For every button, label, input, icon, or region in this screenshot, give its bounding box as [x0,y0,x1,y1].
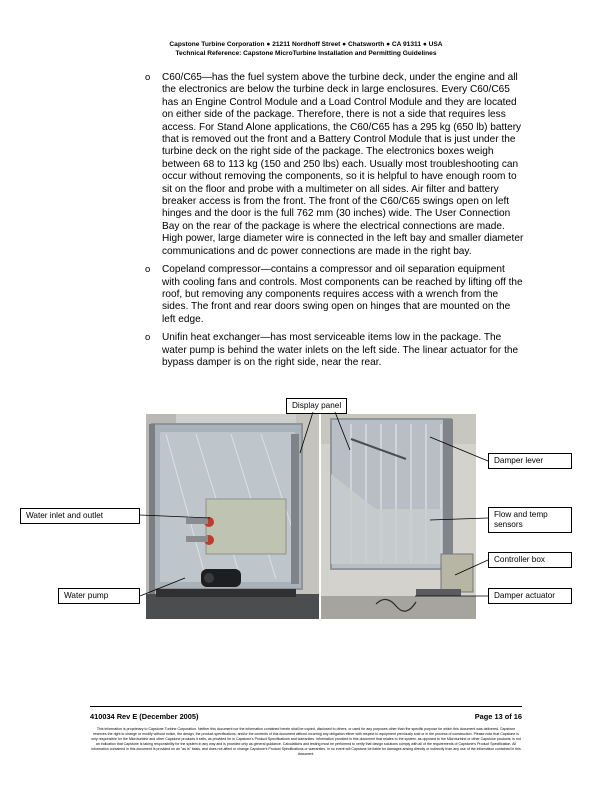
callout-controller-box: Controller box [488,552,572,568]
callout-damper-lever: Damper lever [488,453,572,469]
heat-exchanger-photo-front [146,414,319,619]
bullet-list [145,72,525,375]
callout-water-pump: Water pump [58,588,140,604]
document-revision: 410034 Rev E (December 2005) [90,712,199,721]
callout-water-inlet-outlet: Water inlet and outlet [20,508,140,524]
bullet-text: Copeland compressor—contains a compressor and oil separation equipment with cooling fans and controls. Most components can be reached by lifting off the roof, but removing any components requires access with a wrench from the sides. The front and rear doors swing open on hinges that are mounted on the left edge. [162,264,523,325]
bullet-text: Unifin heat exchanger—has most serviceable items low in the package. The water pump is behind the water inlets on the left side. The linear actuator for the bypass damper is on the right side, near the rear. [162,332,519,368]
heat-exchanger-photo-rear [321,414,476,619]
bullet-unifin-heat-exchanger [145,332,525,369]
page-header [0,40,612,58]
footer-divider [90,706,522,707]
bullet-c60-c65 [145,72,525,258]
bullet-marker: o [145,264,151,276]
header-company-line: Capstone Turbine Corporation ● 21211 Nordhoff Street ● Chatsworth ● CA 91311 ● USA [169,41,443,48]
callout-damper-actuator: Damper actuator [488,588,572,604]
header-reference-line: Technical Reference: Capstone MicroTurbine Installation and Permitting Guidelines [175,50,437,57]
heat-exchanger-figure [146,414,476,619]
bullet-marker: o [145,332,151,344]
bullet-marker: o [145,72,151,83]
heat-exchanger-rear-illustration [321,414,476,619]
page-number: Page 13 of 16 [474,712,522,721]
bullet-text: C60/C65—has the fuel system above the turbine deck, under the engine and all the electronics are below the turbine deck in large enclosures. Every C60/C65 has an Engine Control Module and a Load Control Module and they are located on either side of the package. Therefore, there is not a side that requires less access. For Stand Alone applications, the C60/C65 has a 295 kg (650 lb) battery that is removed out the front and a Battery Control Module that is just under the turbine deck on the right side of the package. The electronics boxes weigh between 68 to 113 kg (150 and 250 lbs) each. Usually most troubleshooting can occur without removing the components, so it is helpful to have enough room to sit on the floor and probe with a multimeter on all sides. Air filter and battery breaker access is from the front. The front of the C60/C65 swings open on left hinges and the door is the full 762 mm (30 inches) wide. The User Connection Bay on the rear of the package is where the electrical connections are made. High power, large diameter wire is connected in the left bay and smaller diameter communications and dc power connections are made in the right bay. [162,72,524,257]
bullet-copeland-compressor [145,264,525,326]
callout-flow-temp-sensors: Flow and temp sensors [488,507,572,533]
heat-exchanger-front-illustration [146,414,319,619]
callout-display-panel: Display panel [286,398,347,414]
legal-disclaimer: This information is proprietary to Capstone Turbine Corporation. Neither this document nor the information contained herein shall be copied, disclosed to others, or used for any purposes other than the specific purpose for which this document was delivered. Capstone reserves the right to change or modify without notice, the design, the product specifications, and/or the contents of this document without incurring any obligation either with respect to equipment previously sold or in the process of construction. Please note that Capstone is only responsible for the Microturbine and other Capstone products it sells, as provided for in Capstone's Product Specifications and warranties. Information provided in this document that relates to the system, as opposed to the Microturbine or other Capstone products, is not an indication that Capstone is taking responsibility for the system in any way and is provided only as general guidance. Calculations and testing must be performed to verify that design solutions comply with all of the requirements of Capstone's Product Specification. All information contained in this document is provided on an "as is" basis, and does not affect or change Capstone's Product Specifications or warranties. In no event will Capstone be liable for damages arising directly or indirectly from any use of the information contained in this document. [91,727,521,756]
